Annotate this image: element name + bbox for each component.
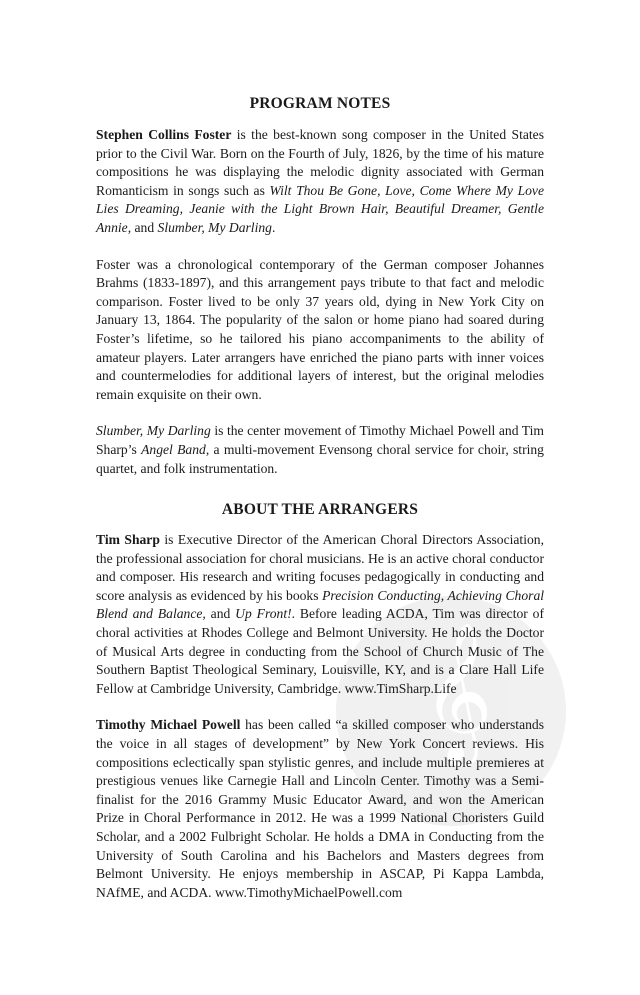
- program-notes-paragraph-3: Slumber, My Darling is the center movement of Timothy Michael Powell and Tim Sharp’s Angel Band, a multi-movement Evensong choral service for choir, string quartet, and folk instrumentation.: [96, 423, 544, 476]
- arranger-bio-timothy-michael-powell: Timothy Michael Powell has been called “a skilled composer who understands the voice in all stages of development” by New York Concert reviews. His compositions eclectically span stylistic genres, and include multiple premieres at prestigious venues like Carnegie Hall and Lincoln Center. Timothy was a Semi-finalist for the 2016 Grammy Music Educator Award, and won the American Prize in Choral Performance in 2012. He was a 1999 National Choristers Guild Scholar, and a 2002 Fulbright Scholar. He holds a DMA in Conducting from the University of South Carolina and his Bachelors and Masters degrees from Belmont University. He enjoys membership in ASCAP, Pi Kappa Lambda, NAfME, and ACDA. www.TimothyMichaelPowell.com: [96, 717, 544, 900]
- program-notes-paragraph-2: Foster was a chronological contemporary of the German composer Johannes Brahms (1833-1897), and this arrangement pays tribute to that fact and melodic comparison. Foster lived to be only 37 years old, dying in New York City on January 13, 1864. The popularity of the salon or home piano had soared during Foster’s lifetime, so he tailored his piano accompaniments to the ability of amateur players. Later arrangers have enriched the piano parts with inner voices and countermelodies for additional layers of interest, but the original melodies remain exquisite on their own.: [96, 256, 544, 402]
- program-notes-heading: PROGRAM NOTES: [249, 95, 391, 112]
- program-notes-paragraph-1: Stephen Collins Foster is the best-known song composer in the United States prior to the Civil War. Born on the Fourth of July, 1826, by the time of his mature compositions he was displaying the melodic dignity associated with German Romanticism in songs such as Wilt Thou Be Gone, Love, Come Where My Love Lies Dreaming, Jeanie with the Light Brown Hair, Beautiful Dreamer, Gentle Annie, and Slumber, My Darling.: [96, 127, 545, 235]
- arranger-name: Tim Sharp: [96, 532, 160, 548]
- arranger-name: Timothy Michael Powell: [96, 717, 241, 733]
- about-arrangers-heading: ABOUT THE ARRANGERS: [221, 501, 419, 519]
- arranger-bio-tim-sharp: Tim Sharp is Executive Director of the American Choral Directors Association, the professional association for choral musicians. He is an active choral conductor and composer. His research and writing focuses pedagogically in conducting and score analysis as evidenced by his books Precision Conducting, Achieving Choral Blend and Balance, and Up Front!. Before leading ACDA, Tim was director of choral activities at Rhodes College and Belmont University. He holds the Doctor of Musical Arts degree in conducting from the School of Church Music of The Southern Baptist Theological Seminary, Louisville, KY, and is a Clare Hall Life Fellow at Cambridge University, Cambridge. www.TimSharp.Life: [96, 532, 545, 696]
- document-page: [96, 94, 544, 902]
- composer-name: Stephen Collins Foster: [96, 127, 232, 142]
- song-title: Slumber, My Darling: [157, 219, 272, 235]
- book-titles: Precision Conducting, Achieving Choral Blend and Balance,: [96, 587, 545, 622]
- book-title: Up Front!: [235, 606, 292, 622]
- song-titles: Wilt Thou Be Gone, Love, Come Where My Love Lies Dreaming, Jeanie with the Light Brown Hair, Beautiful Dreamer, Gentle Annie,: [96, 182, 545, 235]
- treble-clef-icon: 𝄞: [422, 622, 493, 761]
